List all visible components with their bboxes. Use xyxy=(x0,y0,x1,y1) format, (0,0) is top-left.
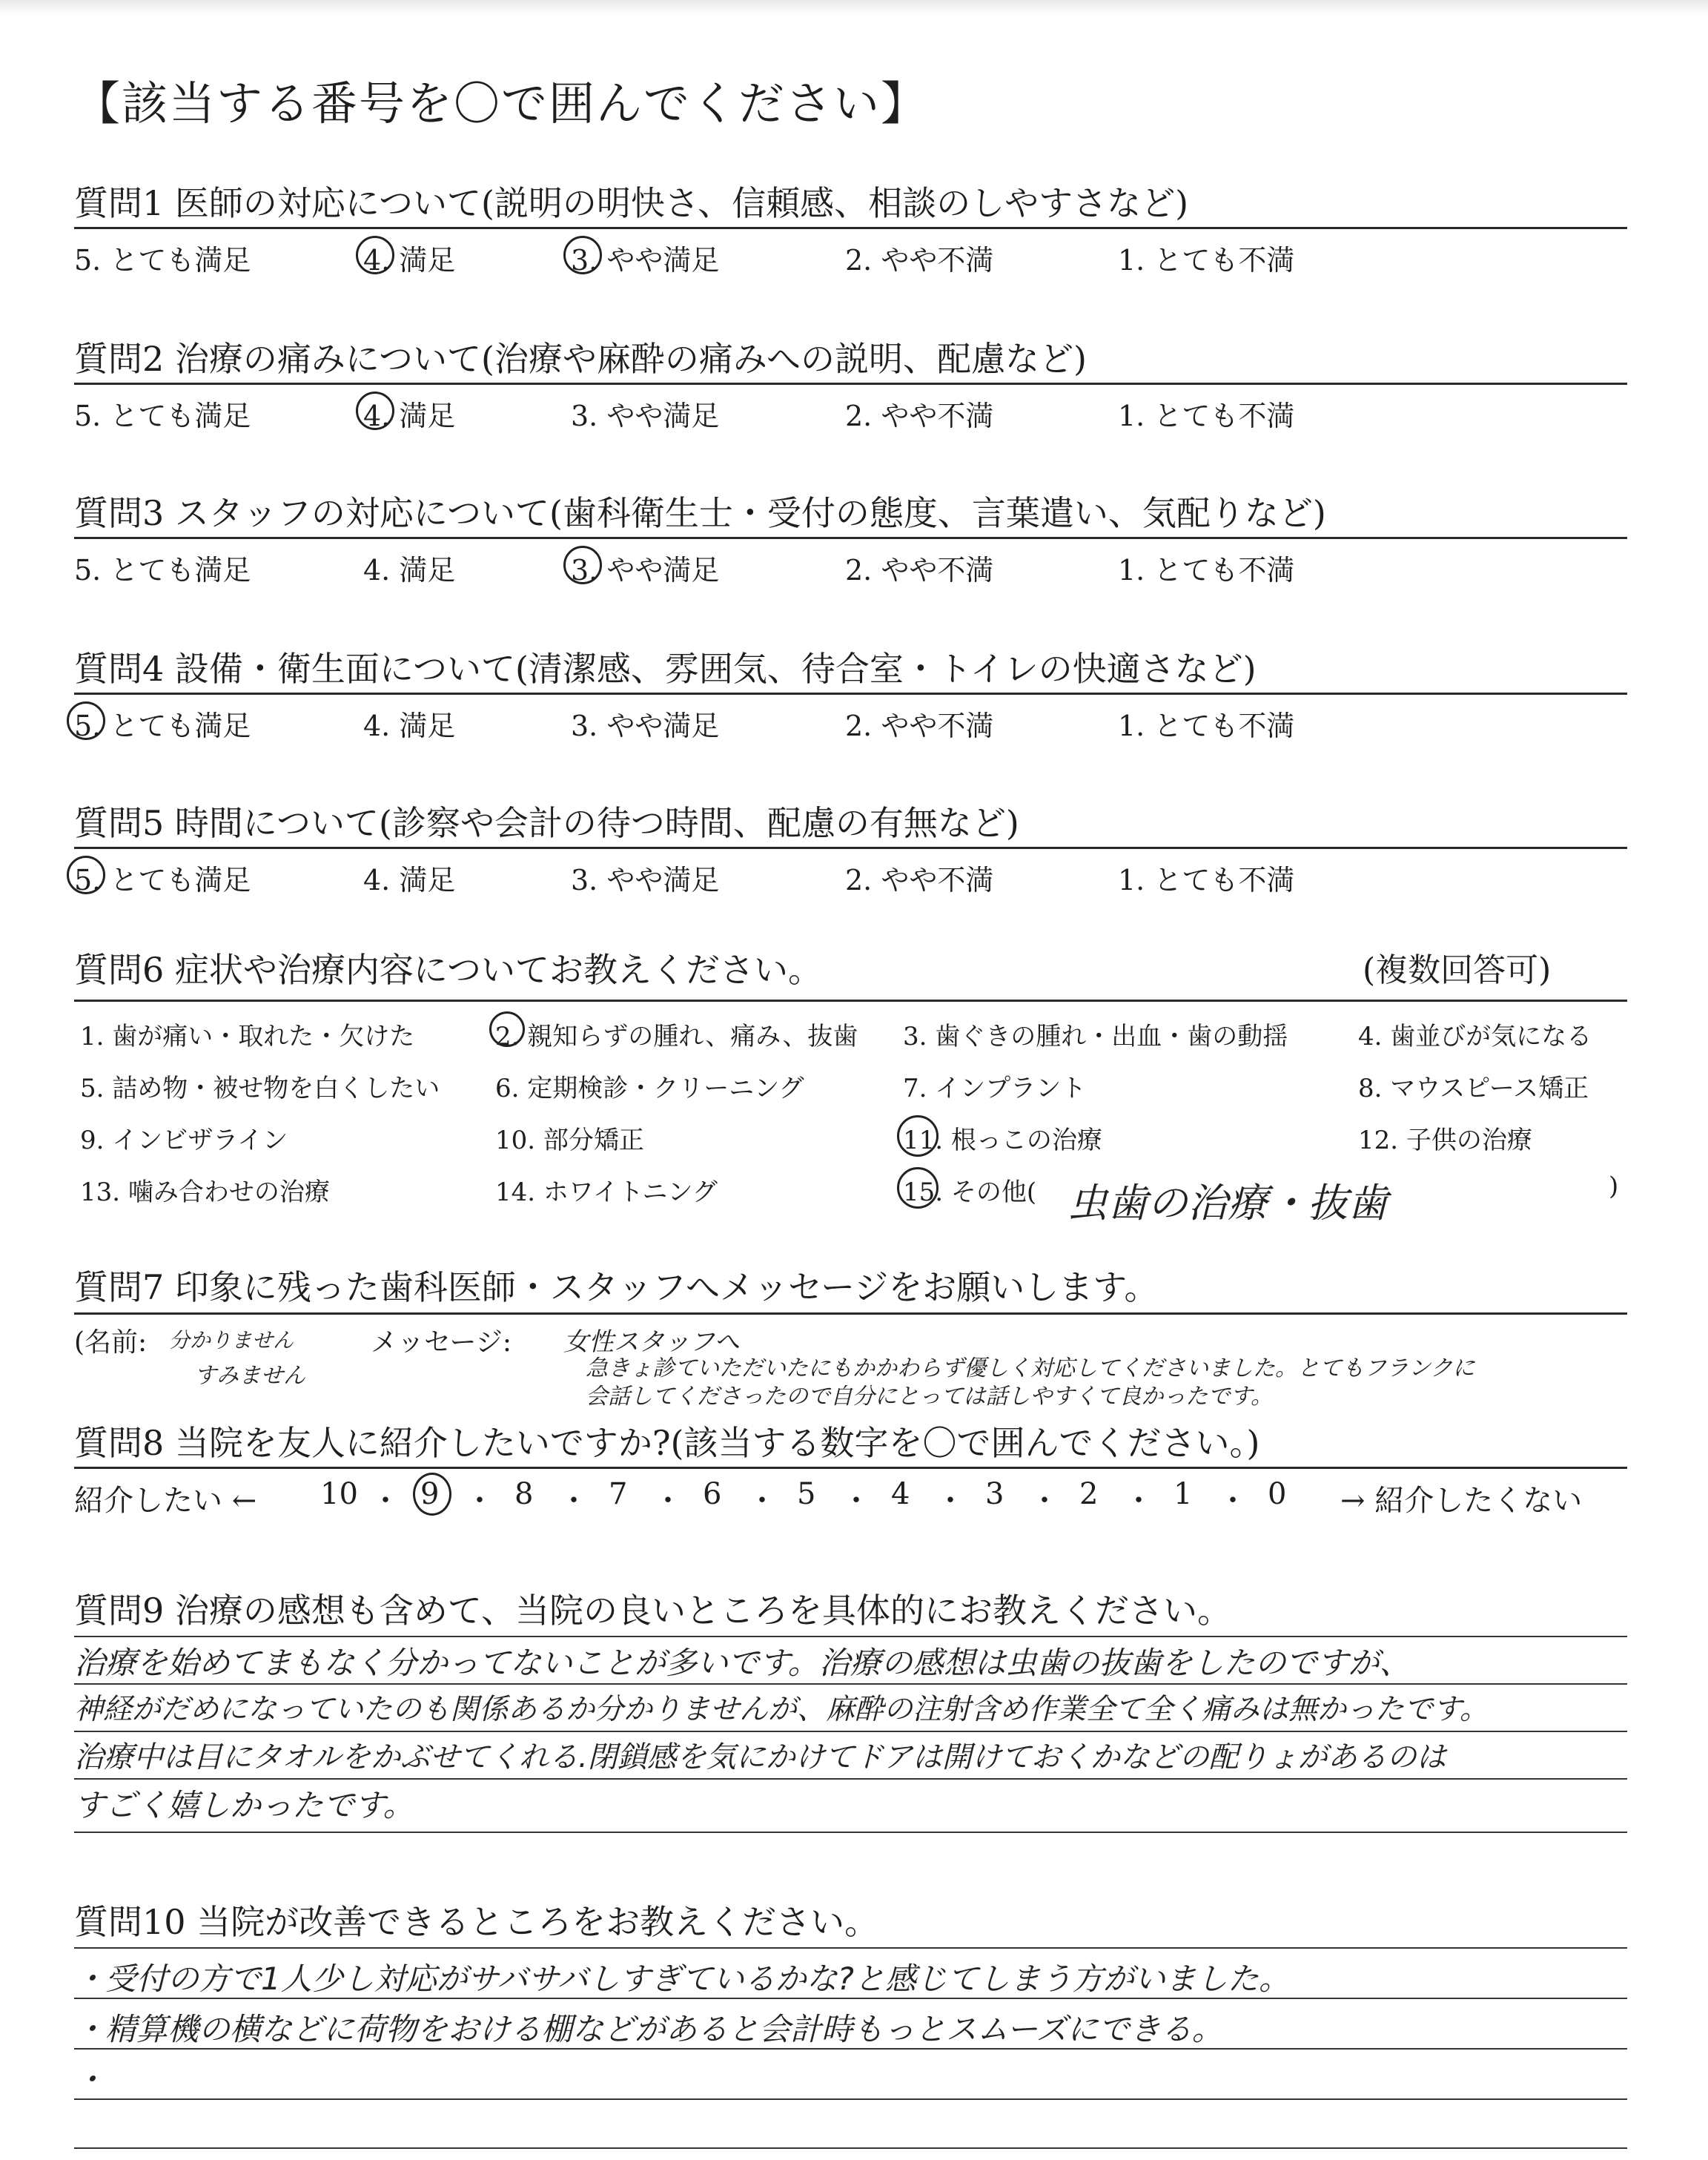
q8-scale-separator: ・ xyxy=(371,1484,400,1518)
q8-scale-8[interactable]: 8 xyxy=(514,1477,534,1511)
q7-message-line-2: 急きょ診ていただいたにもかかわらず優しく対応してくださいました。とてもフランクに xyxy=(586,1355,1475,1381)
q9-line-1-rule xyxy=(74,1636,1627,1637)
q8-scale-7[interactable]: 7 xyxy=(609,1477,628,1511)
q8-scale-separator: ・ xyxy=(936,1484,965,1518)
q5-rule xyxy=(74,847,1627,849)
q6-other-text: 虫歯の治療・抜歯 xyxy=(1068,1180,1388,1226)
q6-option-14[interactable]: 14. ホワイトニング xyxy=(495,1178,718,1207)
q7-name-label: (名前: xyxy=(74,1327,148,1358)
q3-option-4[interactable]: 4. 満足 xyxy=(363,554,456,587)
q6-option-5[interactable]: 5. 詰め物・被せ物を白くしたい xyxy=(80,1074,440,1103)
q8-scale-separator: ・ xyxy=(653,1484,683,1518)
q5-option-3[interactable]: 3. やや満足 xyxy=(571,864,720,896)
q6-option-8[interactable]: 8. マウスピース矯正 xyxy=(1358,1074,1589,1103)
q8-scale-separator: ・ xyxy=(1030,1484,1059,1518)
q5-option-5[interactable]: 5. とても満足 xyxy=(74,864,251,896)
q6-option-9[interactable]: 9. インビザライン xyxy=(80,1126,288,1155)
q2-option-4[interactable]: 4. 満足 xyxy=(363,400,456,432)
q4-selection-circle xyxy=(67,701,105,740)
q1-option-1[interactable]: 1. とても不満 xyxy=(1118,244,1295,277)
q8-scale-9[interactable]: 9 xyxy=(420,1477,440,1511)
q6-selection-circle xyxy=(897,1115,939,1157)
q7-message-label: メッセージ: xyxy=(371,1327,512,1358)
q9-answer-line-2: 神経がだめになっていたのも関係あるか分かりませんが、麻酔の注射含め作業全て全く痛みは無かったです。 xyxy=(74,1693,1489,1726)
q8-scale-1[interactable]: 1 xyxy=(1174,1477,1193,1511)
q9-label: 質問9 治療の感想も含めて、当院の良いところを具体的にお教えください。 xyxy=(74,1591,1231,1631)
q2-option-2[interactable]: 2. やや不満 xyxy=(845,400,994,432)
q10-label: 質問10 当院が改善できるところをお教えください。 xyxy=(74,1902,879,1942)
q8-selection-circle xyxy=(413,1473,451,1516)
q3-label: 質問3 スタッフの対応について(歯科衛生士・受付の態度、言葉遣い、気配りなど) xyxy=(74,493,1326,533)
q1-selection-circle xyxy=(356,236,394,274)
q6-option-12[interactable]: 12. 子供の治療 xyxy=(1358,1126,1532,1155)
q6-option-2[interactable]: 2. 親知らずの腫れ、痛み、抜歯 xyxy=(495,1022,858,1051)
q3-rule xyxy=(74,537,1627,539)
q8-scale-separator: ・ xyxy=(747,1484,777,1518)
q4-label: 質問4 設備・衛生面について(清潔感、雰囲気、待合室・トイレの快適さなど) xyxy=(74,649,1257,689)
q10-line-5-rule xyxy=(74,2147,1627,2149)
q8-scale-4[interactable]: 4 xyxy=(891,1477,910,1511)
q6-option-13[interactable]: 13. 噛み合わせの治療 xyxy=(80,1178,330,1207)
q3-option-3[interactable]: 3. やや満足 xyxy=(571,554,720,587)
q8-scale-10[interactable]: 10 xyxy=(320,1477,358,1511)
q9-answer-line-4: すごく嬉しかったです。 xyxy=(74,1787,414,1823)
q1-selection-circle xyxy=(563,236,602,274)
q10-answer-line-1: ・受付の方で1人少し対応がサバサバしすぎているかな?と感じてしまう方がいました。 xyxy=(74,1961,1290,1997)
q4-option-2[interactable]: 2. やや不満 xyxy=(845,710,994,742)
q8-scale-separator: ・ xyxy=(841,1484,871,1518)
q8-scale-separator: ・ xyxy=(559,1484,589,1518)
q9-line-4-rule xyxy=(74,1778,1627,1780)
scan-edge xyxy=(0,0,1708,16)
q3-option-1[interactable]: 1. とても不満 xyxy=(1118,554,1295,587)
q7-name-value-1: 分かりません xyxy=(169,1328,294,1353)
q4-option-3[interactable]: 3. やや満足 xyxy=(571,710,720,742)
q1-option-3[interactable]: 3. やや満足 xyxy=(571,244,720,277)
q2-rule xyxy=(74,383,1627,385)
q9-line-2-rule xyxy=(74,1683,1627,1685)
q8-scale-6[interactable]: 6 xyxy=(703,1477,722,1511)
q10-line-1-rule xyxy=(74,1947,1627,1949)
q8-scale-0[interactable]: 0 xyxy=(1268,1477,1287,1511)
q2-option-3[interactable]: 3. やや満足 xyxy=(571,400,720,432)
q8-scale-2[interactable]: 2 xyxy=(1079,1477,1099,1511)
q6-option-10[interactable]: 10. 部分矯正 xyxy=(495,1126,644,1155)
q3-option-2[interactable]: 2. やや不満 xyxy=(845,554,994,587)
q6-option-11[interactable]: 11. 根っこの治療 xyxy=(903,1126,1102,1155)
q8-scale-separator: ・ xyxy=(1218,1484,1248,1518)
q10-answer-line-2: ・精算機の横などに荷物をおける棚などがあると会計時もっとスムーズにできる。 xyxy=(74,2011,1223,2047)
q6-other-close-paren: ) xyxy=(1609,1172,1619,1201)
q5-option-2[interactable]: 2. やや不満 xyxy=(845,864,994,896)
q5-option-4[interactable]: 4. 満足 xyxy=(363,864,456,896)
q8-scale-3[interactable]: 3 xyxy=(985,1477,1004,1511)
q8-scale-separator: ・ xyxy=(1124,1484,1153,1518)
q4-option-5[interactable]: 5. とても満足 xyxy=(74,710,251,742)
q8-scale-5[interactable]: 5 xyxy=(797,1477,816,1511)
q6-rule xyxy=(74,1000,1627,1002)
q3-selection-circle xyxy=(563,546,602,584)
q8-label: 質問8 当院を友人に紹介したいですか?(該当する数字を〇で囲んでください。) xyxy=(74,1423,1260,1463)
q9-line-3-rule xyxy=(74,1731,1627,1732)
q8-left-label: 紹介したい ← xyxy=(74,1484,257,1518)
q6-label: 質問6 症状や治療内容についてお教えください。 xyxy=(74,950,822,990)
q1-rule xyxy=(74,227,1627,229)
q6-option-4[interactable]: 4. 歯並びが気になる xyxy=(1358,1022,1592,1051)
q5-selection-circle xyxy=(67,856,105,894)
q5-option-1[interactable]: 1. とても不満 xyxy=(1118,864,1295,896)
q4-option-1[interactable]: 1. とても不満 xyxy=(1118,710,1295,742)
q6-note: (複数回答可) xyxy=(1363,951,1552,989)
q1-option-5[interactable]: 5. とても満足 xyxy=(74,244,251,277)
q8-rule xyxy=(74,1467,1627,1469)
q7-rule xyxy=(74,1312,1627,1315)
q4-rule xyxy=(74,693,1627,695)
q1-label: 質問1 医師の対応について(説明の明快さ、信頼感、相談のしやすさなど) xyxy=(74,183,1189,223)
q6-option-3[interactable]: 3. 歯ぐきの腫れ・出血・歯の動揺 xyxy=(903,1022,1288,1051)
form-title: 【該当する番号を〇で囲んでください】 xyxy=(74,76,929,131)
q2-option-1[interactable]: 1. とても不満 xyxy=(1118,400,1295,432)
q6-option-6[interactable]: 6. 定期検診・クリーニング xyxy=(495,1074,804,1103)
q7-label: 質問7 印象に残った歯科医師・スタッフへメッセージをお願いします。 xyxy=(74,1267,1159,1307)
q8-scale-separator: ・ xyxy=(465,1484,494,1518)
q9-answer-line-3: 治療中は目にタオルをかぶせてくれる.閉鎖感を気にかけてドアは開けておくかなどの配りょがあるのは xyxy=(74,1740,1446,1774)
q9-answer-line-1: 治療を始めてまもなく分かってないことが多いです。治療の感想は虫歯の抜歯をしたのですが、 xyxy=(74,1645,1411,1681)
q3-option-5[interactable]: 5. とても満足 xyxy=(74,554,251,587)
q1-option-2[interactable]: 2. やや不満 xyxy=(845,244,994,277)
q8-right-label: → 紹介したくない xyxy=(1340,1484,1583,1518)
q7-message-line-3: 会話してくださったので自分にとっては話しやすくて良かったです。 xyxy=(586,1384,1273,1410)
q10-line-4-rule xyxy=(74,2098,1627,2100)
q2-label: 質問2 治療の痛みについて(治療や麻酔の痛みへの説明、配慮など) xyxy=(74,339,1087,379)
q9-line-5-rule xyxy=(74,1832,1627,1833)
q6-selection-circle xyxy=(897,1167,939,1209)
q1-option-4[interactable]: 4. 満足 xyxy=(363,244,456,277)
q6-option-1[interactable]: 1. 歯が痛い・取れた・欠けた xyxy=(80,1022,415,1051)
q6-option-15[interactable]: 15. その他( xyxy=(903,1178,1037,1207)
q7-name-value-2: すみません xyxy=(194,1363,305,1389)
q4-option-4[interactable]: 4. 満足 xyxy=(363,710,456,742)
q6-selection-circle xyxy=(489,1011,525,1047)
q2-option-5[interactable]: 5. とても満足 xyxy=(74,400,251,432)
q5-label: 質問5 時間について(診察や会計の待つ時間、配慮の有無など) xyxy=(74,803,1019,843)
q2-selection-circle xyxy=(356,392,394,430)
q7-message-line-1: 女性スタッフへ xyxy=(563,1327,740,1357)
q10-answer-line-3: ・ xyxy=(74,2061,106,2098)
q6-option-7[interactable]: 7. インプラント xyxy=(903,1074,1087,1103)
